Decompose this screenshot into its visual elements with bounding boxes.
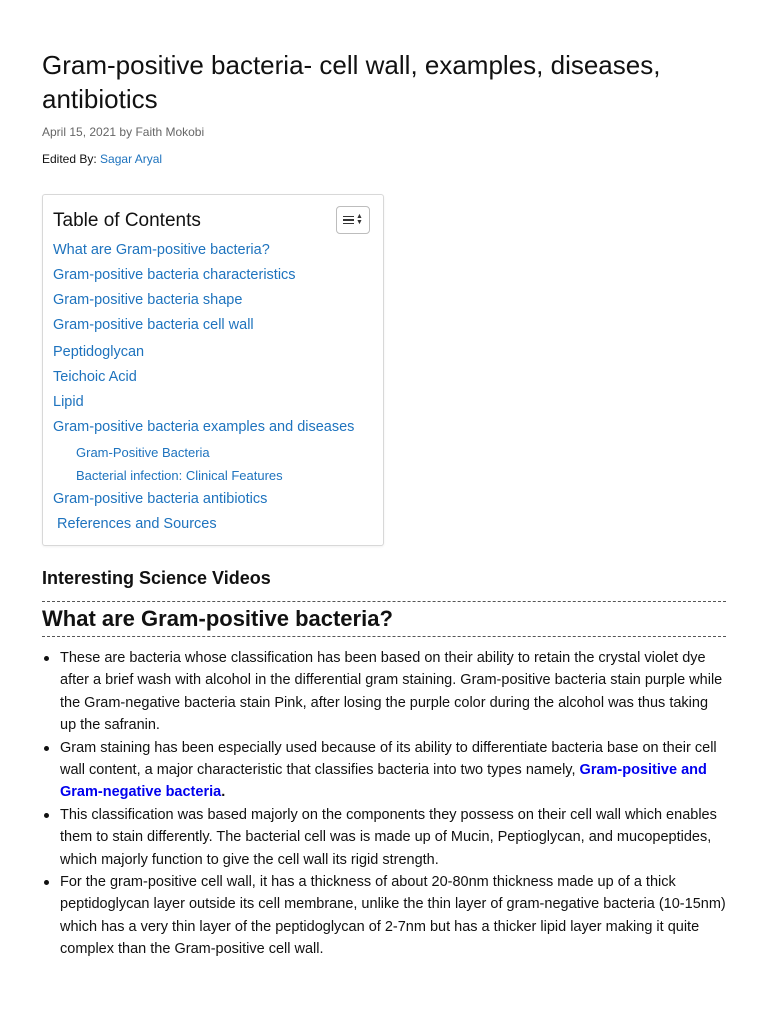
toc-link[interactable]: Gram-positive bacteria shape — [53, 292, 243, 308]
videos-heading: Interesting Science Videos — [42, 568, 271, 588]
toc-sublink[interactable]: Gram-Positive Bacteria — [76, 445, 210, 460]
publish-date: April 15, 2021 — [42, 125, 117, 139]
by-word: by — [119, 125, 133, 139]
bullet-period: . — [221, 784, 226, 801]
toc-sublink[interactable]: Bacterial infection: Clinical Features — [76, 468, 283, 483]
toc-link[interactable]: Teichoic Acid — [53, 369, 137, 385]
list-item — [42, 804, 726, 871]
edited-label: Edited By: — [42, 152, 97, 166]
toc-link[interactable]: Gram-positive bacteria cell wall — [53, 317, 254, 333]
article-meta — [42, 124, 204, 140]
bullet-text: Gram staining has been especially used because of its ability to differentiate bacteria base on their cell wall content, a major characteristic that classifies bacteria into two types namely, — [60, 739, 717, 779]
toc-toggle-button[interactable] — [336, 206, 370, 234]
sort-arrows-icon: ▲ ▼ — [356, 213, 363, 226]
article-title: Gram-positive bacteria- cell wall, examples, diseases, antibiotics — [42, 50, 661, 114]
gram-bacteria-link[interactable]: Gram-positive and Gram-negative bacteria — [60, 762, 707, 801]
list-toggle-icon — [343, 216, 354, 225]
toc-link[interactable]: Gram-positive bacteria antibiotics — [53, 491, 268, 507]
toc-link[interactable]: Lipid — [53, 394, 84, 410]
editor-link[interactable]: Sagar Aryal — [100, 152, 163, 166]
author-name[interactable]: Faith Mokobi — [135, 125, 205, 139]
bullet-text: These are bacteria whose classification has been based on their ability to retain the crystal violet dye after a brief wash with alcohol in the differential gram staining. Gram-positive bacteria stain purple while the Gram-negative bacteria stain Pink, after losing the purple color during the alcohol was thus taking up the safranin. — [60, 650, 723, 734]
toc-link[interactable]: References and Sources — [53, 516, 217, 532]
table-of-contents — [42, 194, 384, 546]
toc-link[interactable]: Gram-positive bacteria characteristics — [53, 267, 296, 283]
list-item — [42, 737, 726, 804]
bullet-list — [42, 647, 726, 961]
toc-link[interactable]: What are Gram-positive bacteria? — [53, 242, 270, 258]
bullet-text: This classification was based majorly on the components they possess on their cell wall which enables them to stain differently. The bacterial cell was is made up of Mucin, Peptioglycan, and mucopeptides, which majorly function to give the cell wall its rigid strength. — [60, 806, 717, 868]
toc-link[interactable]: Gram-positive bacteria examples and diseases — [53, 419, 355, 435]
bullet-text: For the gram-positive cell wall, it has a thickness of about 20-80nm thickness made up of a thick peptidoglycan layer outside its cell membrane, unlike the thin layer of gram-negative bacteria (10-15nm) which has a very thin layer of the peptidoglycan of 2-7nm but has a thicker lipid layer making it quite complex than the Gram-positive cell wall. — [60, 874, 726, 958]
list-item — [42, 647, 726, 737]
toc-link[interactable]: Peptidoglycan — [53, 344, 145, 360]
toc-title: Table of Contents — [53, 210, 201, 231]
list-item — [42, 871, 726, 961]
edited-by — [42, 151, 162, 167]
section-heading: What are Gram-positive bacteria? — [42, 601, 726, 637]
